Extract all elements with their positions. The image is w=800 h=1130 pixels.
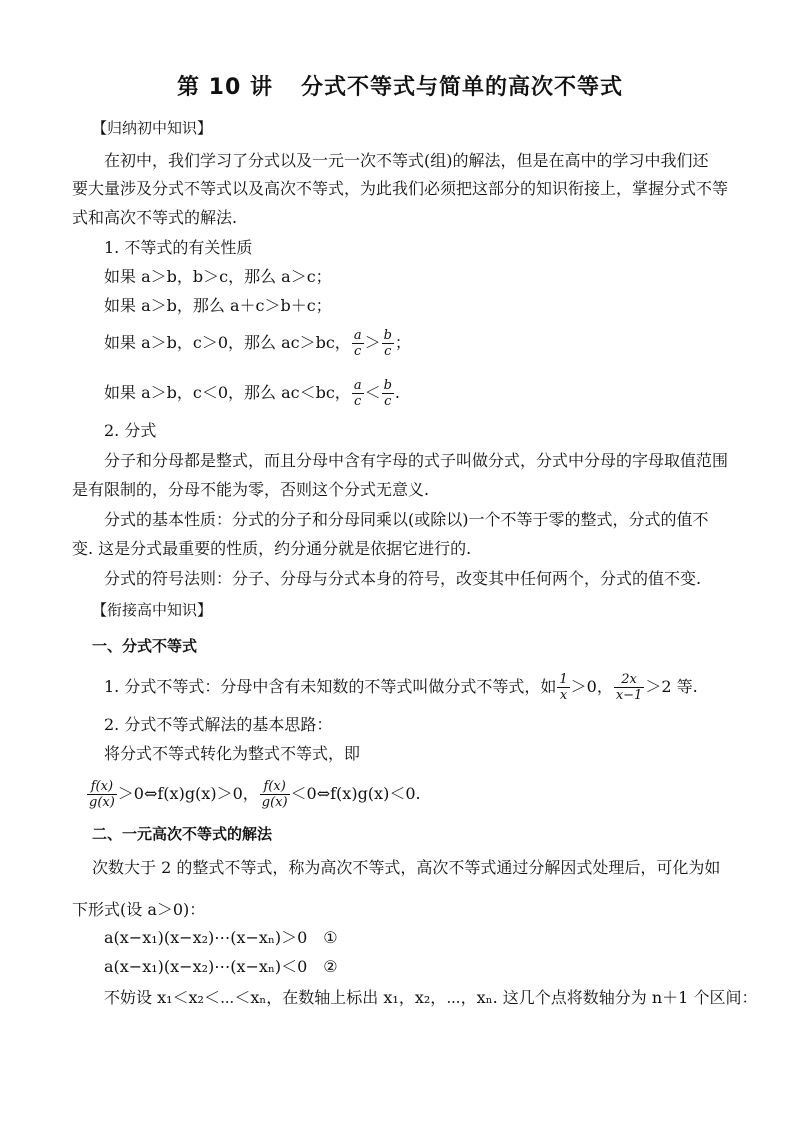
fractional-inequality-definition: 1. 分式不等式：分母中含有未知数的不等式叫做分式不等式，如 $\frac{1}{x}$ ＞0， $\frac{2x}{x-1}$ ＞2 等. — [104, 672, 698, 703]
fraction-a-over-c: $\frac{a}{c}$ — [353, 378, 362, 409]
basic-idea-title: 2. 分式不等式解法的基本思路： — [104, 715, 333, 734]
fraction-f-over-g: $\frac{f(x)}{g(x)}$ — [261, 779, 288, 810]
sign-rule: 分式的符号法则：分子、分母与分式本身的符号，改变其中任何两个，分式的值不变. — [104, 569, 702, 588]
section-heading-senior: 【衔接高中知识】 — [92, 601, 213, 619]
fraction-2x-over-x-minus-1: $\frac{2x}{x-1}$ — [615, 672, 643, 703]
basic-idea-text: 将分式不等式转化为整式不等式，即 — [104, 744, 361, 763]
fraction-definition-line-1: 分子和分母都是整式，而且分母中含有字母的式子叫做分式，分式中分母的字母取值范围 — [104, 451, 729, 470]
intro-line-1: 在初中，我们学习了分式以及一元一次不等式(组)的解法，但是在高中的学习中我们还 — [104, 151, 709, 170]
high-order-line-2: 下形式(设 a＞0)： — [72, 900, 206, 919]
intervals-line: 不妨设 x₁＜x₂＜⋯＜xₙ，在数轴上标出 x₁，x₂，⋯，xₙ. 这几个点将数轴分为 n＋1 个区间： — [104, 988, 758, 1007]
property-1: 如果 a＞b，b＞c，那么 a＞c； — [104, 267, 332, 286]
page-title — [0, 76, 800, 100]
item2-title: 2. 分式 — [104, 421, 157, 440]
item1-title: 1. 不等式的有关性质 — [104, 238, 253, 257]
property-2: 如果 a＞b，那么 a＋c＞b＋c； — [104, 296, 332, 315]
basic-property-line-1: 分式的基本性质：分式的分子和分母同乘以(或除以)一个不等于零的整式，分式的值不 — [104, 510, 709, 529]
property-3-text: 如果 a＞b，c＞0，那么 ac＞bc， — [104, 333, 351, 352]
fraction-1-over-x: $\frac{1}{x}$ — [559, 672, 568, 703]
fraction-b-over-c: $\frac{b}{c}$ — [383, 378, 392, 409]
property-4-text: 如果 a＞b，c＜0，那么 ac＜bc， — [104, 383, 351, 402]
basic-property-line-2: 变. 这是分式最重要的性质，约分通分就是依据它进行的. — [72, 539, 472, 558]
intro-line-3: 式和高次不等式的解法. — [72, 208, 238, 227]
fraction-b-over-c: $\frac{b}{c}$ — [383, 328, 392, 359]
fraction-definition-line-2: 是有限制的，分母不能为零，否则这个分式无意义. — [72, 480, 430, 499]
fraction-f-over-g: $\frac{f(x)}{g(x)}$ — [89, 779, 115, 810]
high-order-line-1: 次数大于 2 的整式不等式，称为高次不等式，高次不等式通过分解因式处理后，可化为如 — [92, 858, 721, 877]
subheading-fractional-inequality: 一、分式不等式 — [92, 637, 198, 655]
form-1: a(x−x₁)(x−x₂)⋯(x−xₙ)＞0 ① — [104, 928, 338, 947]
lecture-number: 第 10 讲 — [177, 75, 273, 100]
section-heading-junior: 【归纳初中知识】 — [92, 119, 213, 137]
intro-line-2: 要大量涉及分式不等式以及高次不等式，为此我们必须把这部分的知识衔接上，掌握分式不等 — [72, 179, 729, 198]
subheading-high-order-inequality: 二、一元高次不等式的解法 — [92, 825, 273, 843]
property-3: 如果 a＞b，c＞0，那么 ac＞bc， $\frac{a}{c}$ ＞ $\frac{b}{c}$ ； — [104, 328, 411, 359]
equivalence-formula: $\frac{f(x)}{g(x)}$ ＞0⇔f(x)g(x)＞0， $\frac{f(x)}{g(x)}$ ＜0⇔f(x)g(x)＜0. — [89, 779, 421, 810]
fraction-a-over-c: $\frac{a}{c}$ — [353, 328, 362, 359]
property-4: 如果 a＞b，c＜0，那么 ac＜bc， $\frac{a}{c}$ ＜ $\frac{b}{c}$ . — [104, 378, 401, 409]
lecture-title: 分式不等式与简单的高次不等式 — [300, 75, 623, 100]
form-2: a(x−x₁)(x−x₂)⋯(x−xₙ)＜0 ② — [104, 957, 338, 976]
